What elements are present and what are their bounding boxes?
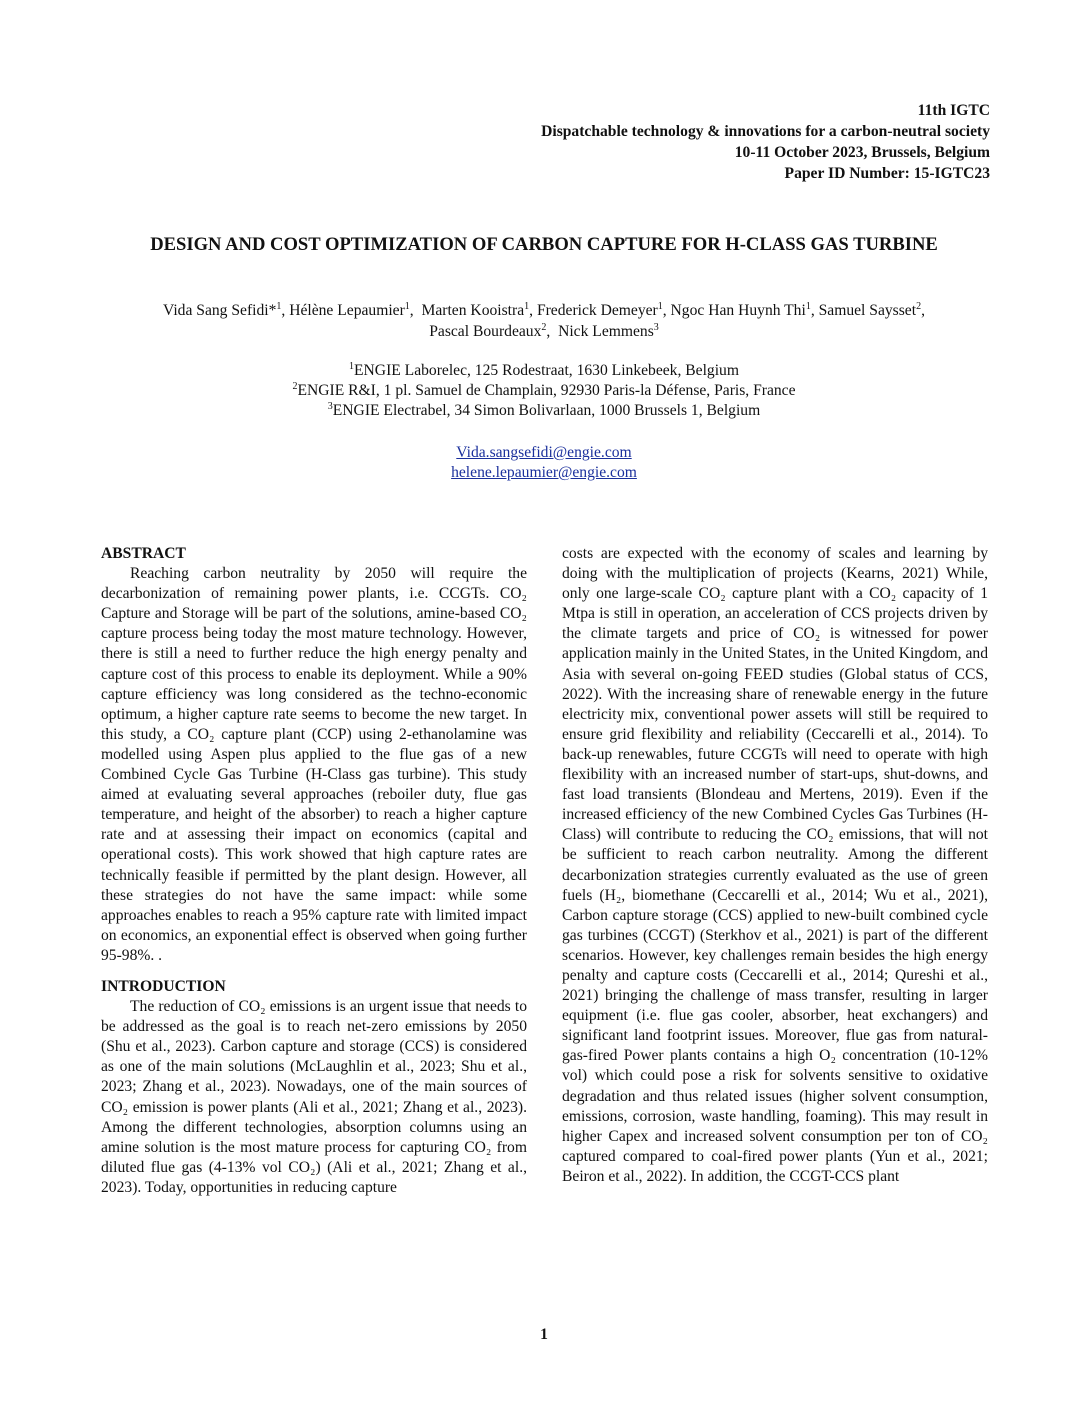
affiliation-item bbox=[90, 361, 998, 381]
conference-name: 11th IGTC bbox=[917, 102, 990, 119]
author-affiliation-mark: 1 bbox=[805, 300, 811, 312]
author-name: Ngoc Han Huynh Thi bbox=[670, 302, 806, 319]
author-affiliation-mark: 1 bbox=[276, 300, 282, 312]
author-name: Marten Kooistra bbox=[421, 302, 525, 319]
affiliation-text: ENGIE Electrabel, 34 Simon Bolivarlaan, 1000 Brussels 1, Belgium bbox=[332, 402, 761, 419]
introduction-heading: INTRODUCTION bbox=[101, 977, 226, 995]
author-affiliation-mark: 1 bbox=[657, 300, 663, 312]
author-list: Vida Sang Sefidi*$^1$, Hélène Lepaumier$^1$, Marten Kooistra$^1$, Frederick Demeyer$^1$, Ngoc Han Huynh Thi$^1$, Samuel Saysset$^2$, Pascal Bourdeaux$^2$, Nick Lemmens$^3$ bbox=[163, 300, 925, 340]
page-number: 1 bbox=[540, 1326, 548, 1343]
author-name: Vida Sang Sefidi* bbox=[163, 302, 277, 319]
affiliation-list bbox=[90, 361, 998, 421]
affiliation-number: 3 bbox=[327, 400, 333, 412]
email-list bbox=[90, 443, 998, 483]
author-name: Samuel Saysset bbox=[818, 302, 917, 319]
affiliation-item bbox=[90, 401, 998, 421]
paper-title: DESIGN AND COST OPTIMIZATION OF CARBON CAPTURE FOR H-CLASS GAS TURBINE bbox=[150, 234, 938, 255]
author-affiliation-mark: 1 bbox=[524, 300, 530, 312]
conference-theme: Dispatchable technology & innovations for a carbon-neutral society bbox=[541, 123, 990, 140]
email-link[interactable]: helene.lepaumier@engie.com bbox=[451, 464, 637, 481]
affiliation-number: 1 bbox=[349, 360, 355, 372]
author-affiliation-mark: 2 bbox=[541, 321, 547, 333]
left-column bbox=[101, 544, 527, 1198]
conference-header bbox=[541, 100, 990, 184]
introduction-text: The reduction of CO₂ emissions is an urgent issue that needs to be addressed as the goal is to reach net-zero emissions by 2050 (Shu et al., 2023). Carbon capture and storage (CCS) is considered as one of the main solutions (McLaughlin et al., 2023; Shu et al., 2023; Zhang et al., 2023). Nowadays, one of the main sources of CO₂ emission is power plants (Ali et al., 2021; Zhang et al., 2023). Among the different technologies, absorption columns using an amine solution is the most mature process for capturing CO₂ from diluted flue gas (4-13% vol CO₂) (Ali et al., 2021; Zhang et al., 2023). Today, opportunities in reducing capture bbox=[101, 998, 527, 1196]
introduction-text-continued: costs are expected with the economy of scales and learning by doing with the multiplication of projects (Kearns, 2021) While, only one large-scale CO₂ capture plant with a CO₂ capacity of 1 Mtpa is still in operation, an acceleration of CCS projects driven by the climate targets and price of CO₂ is witnessed for power application mainly in the United States, in the United Kingdom, and Asia with several on-going FEED studies (Global status of CCS, 2022). With the increasing share of renewable energy in the future electricity mix, conventional power assets will still be required to ensure grid flexibility and reliability (Ceccarelli et al., 2014). To back-up renewables, future CCGTs will need to operate with high flexibility with an increased number of start-ups, shut-downs, and fast load transients (Blondeau and Mertens, 2019). Even if the increased efficiency of the new Combined Cycles Gas Turbines (H-Class) will contribute to reducing the CO₂ emissions, that will not be sufficient to reach carbon neutrality. Among the different decarbonization strategies currently evaluated as the use of green fuels (H₂, biomethane (Ceccarelli et al., 2014; Wu et al., 2021), Carbon capture storage (CCS) applied to new-built combined cycle gas turbines (CCGT) (Sterkhov et al., 2021) is part of the different scenarios. However, key challenges remain besides the high energy penalty and capture costs (Ceccarelli et al., 2014; Qureshi et al., 2021) bringing the challenge of mass transfer, resulting in larger equipment (i.e. flue gas cooler, absorber, heat exchangers) and significant land footprint issues. Moreover, flue gas from natural-gas-fired Power plants contains a high O₂ concentration (10-12% vol) which could pose a risk for solvents sensitive to oxidative degradation and thus related issues (higher solvent consumption, emissions, corrosion, waste handling, foaming). This may result in higher Capex and increased solvent consumption per ton of CO₂ captured compared to coal-fired power plants (Yun et al., 2021; Beiron et al., 2022). In addition, the CCGT-CCS plant bbox=[562, 545, 988, 1185]
affiliation-text: ENGIE R&I, 1 pl. Samuel de Champlain, 92930 Paris-la Défense, Paris, France bbox=[297, 382, 796, 399]
affiliation-text: ENGIE Laborelec, 125 Rodestraat, 1630 Linkebeek, Belgium bbox=[354, 362, 739, 379]
author-affiliation-mark: 2 bbox=[916, 300, 922, 312]
affiliation-item bbox=[90, 381, 998, 401]
conference-date-location: 10-11 October 2023, Brussels, Belgium bbox=[734, 144, 990, 161]
author-name: Nick Lemmens bbox=[558, 323, 654, 340]
right-column bbox=[562, 544, 988, 1187]
affiliation-number: 2 bbox=[292, 380, 298, 392]
author-name: Hélène Lepaumier bbox=[289, 302, 405, 319]
email-link[interactable]: Vida.sangsefidi@engie.com bbox=[456, 444, 632, 461]
author-name: Frederick Demeyer bbox=[536, 302, 658, 319]
author-name: Pascal Bourdeaux bbox=[429, 323, 542, 340]
paper-id: Paper ID Number: 15-IGTC23 bbox=[784, 165, 990, 182]
author-affiliation-mark: 1 bbox=[404, 300, 410, 312]
author-affiliation-mark: 3 bbox=[653, 321, 659, 333]
abstract-heading: ABSTRACT bbox=[101, 545, 186, 562]
abstract-text: Reaching carbon neutrality by 2050 will require the decarbonization of remaining power plants, i.e. CCGTs. CO₂ Capture and Storage will be part of the solutions, amine-based CO₂ capture process being today the most mature technology. However, there is still a need to further reduce the high energy penalty and capture cost of this process to enable its deployment. While a 90% capture efficiency was long considered as the techno-economic optimum, a higher capture rate seems to become the new target. In this study, a CO₂ capture plant (CCP) using 2-ethanolamine was modelled using Aspen plus applied to the flue gas of a new Combined Cycle Gas Turbine (H-Class gas turbine). This study aimed at evaluating several approaches (reboiler duty, flue gas temperature, and height of the absorber) to reach a higher capture rate and at assessing their impact on economics (capital and operational costs). This work showed that high capture rates are technically feasible if permitted by the plant design. However, all these strategies do not have the same impact: while some approaches enables to reach a 95% capture rate with limited impact on economics, an exponential effect is observed when going further 95-98%. . bbox=[101, 565, 527, 964]
